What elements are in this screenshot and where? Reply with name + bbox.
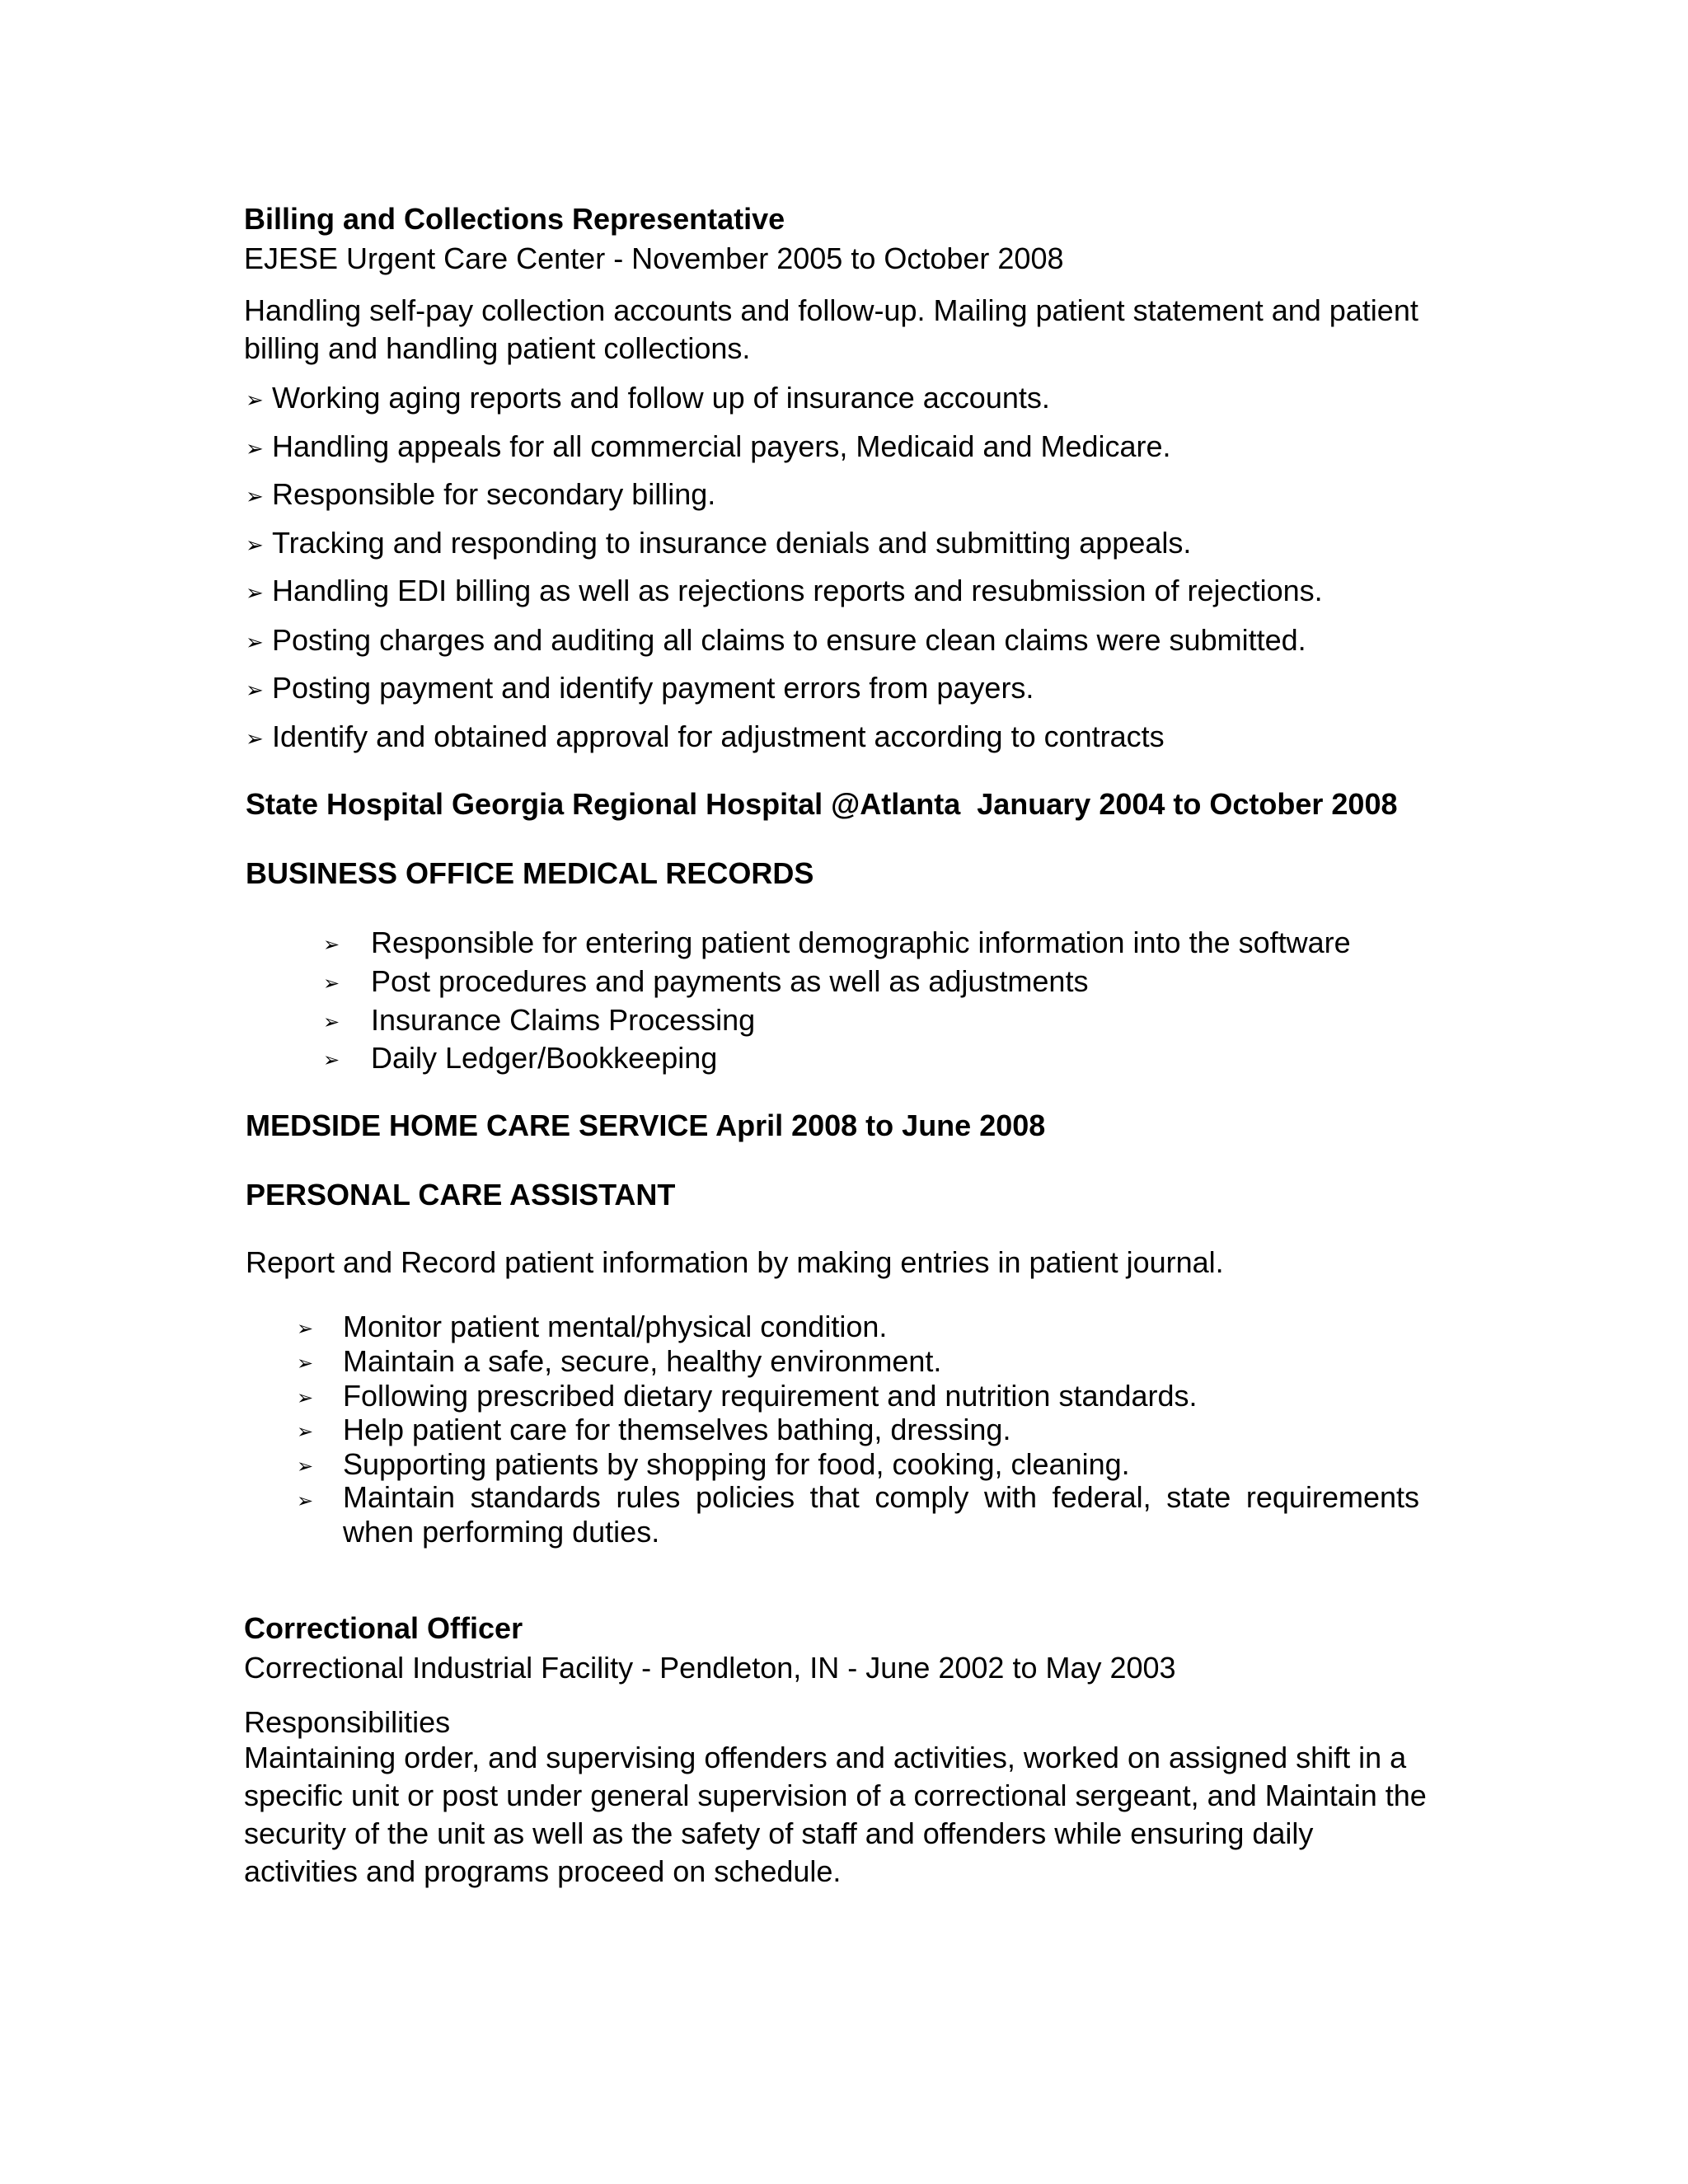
job-title: Billing and Collections Representative — [244, 202, 785, 236]
list-item: Monitor patient mental/physical condition. — [343, 1310, 888, 1343]
arrow-bullet-icon: ➢ — [246, 533, 264, 558]
arrow-bullet-icon: ➢ — [297, 1386, 314, 1409]
arrow-bullet-icon: ➢ — [323, 933, 340, 956]
responsibilities-label: Responsibilities — [244, 1705, 451, 1739]
list-item: Maintain a safe, secure, healthy environment. — [343, 1344, 942, 1378]
arrow-bullet-icon: ➢ — [297, 1317, 314, 1340]
arrow-bullet-icon: ➢ — [297, 1420, 314, 1443]
list-item: Posting payment and identify payment errors from payers. — [272, 671, 1034, 705]
job-employer-dates: Correctional Industrial Facility - Pendleton, IN - June 2002 to May 2003 — [244, 1651, 1176, 1685]
list-item: Handling appeals for all commercial payers, Medicaid and Medicare. — [272, 429, 1171, 463]
list-item: Working aging reports and follow up of insurance accounts. — [272, 381, 1050, 415]
job-title: MEDSIDE HOME CARE SERVICE April 2008 to June 2008 — [246, 1108, 1046, 1142]
arrow-bullet-icon: ➢ — [246, 630, 264, 655]
list-item: Daily Ledger/Bookkeeping — [371, 1041, 718, 1075]
list-item: Responsible for entering patient demographic information into the software — [371, 926, 1351, 959]
job-title: State Hospital Georgia Regional Hospital @Atlanta January 2004 to October 2008 — [246, 787, 1398, 821]
list-item: Posting charges and auditing all claims to ensure clean claims were submitted. — [272, 623, 1306, 657]
arrow-bullet-icon: ➢ — [246, 727, 264, 752]
arrow-bullet-icon: ➢ — [246, 678, 264, 703]
list-item: Tracking and responding to insurance denials and submitting appeals. — [272, 526, 1192, 560]
list-item: Help patient care for themselves bathing, dressing. — [343, 1413, 1011, 1446]
arrow-bullet-icon: ➢ — [297, 1455, 314, 1478]
list-item: Insurance Claims Processing — [371, 1003, 756, 1037]
arrow-bullet-icon: ➢ — [297, 1352, 314, 1375]
list-item: Supporting patients by shopping for food, cooking, cleaning. — [343, 1447, 1130, 1481]
job-description: Maintaining order, and supervising offenders and activities, worked on assigned shift in a specific unit or post under general supervision of a correctional sergeant, and Maintain the security of the unit as well as the safety of staff and offenders while ensuring daily activities and programs proceed on schedule. — [244, 1741, 1427, 1888]
list-item: Responsible for secondary billing. — [272, 477, 716, 511]
arrow-bullet-icon: ➢ — [323, 1048, 340, 1071]
list-item: Post procedures and payments as well as adjustments — [371, 964, 1089, 998]
job-role: BUSINESS OFFICE MEDICAL RECORDS — [246, 856, 814, 890]
job-intro: Handling self-pay collection accounts and follow-up. Mailing patient statement and patient billing and handling patient collections. — [244, 293, 1418, 365]
arrow-bullet-icon: ➢ — [323, 1010, 340, 1033]
arrow-bullet-icon: ➢ — [246, 388, 264, 413]
list-item: Handling EDI billing as well as rejections reports and resubmission of rejections. — [272, 574, 1323, 607]
arrow-bullet-icon: ➢ — [246, 581, 264, 606]
job-role: PERSONAL CARE ASSISTANT — [246, 1178, 676, 1212]
arrow-bullet-icon: ➢ — [323, 972, 340, 995]
list-item: Following prescribed dietary requirement and nutrition standards. — [343, 1379, 1198, 1413]
arrow-bullet-icon: ➢ — [297, 1489, 314, 1512]
job-employer-dates: EJESE Urgent Care Center - November 2005 to October 2008 — [244, 241, 1064, 275]
job-intro: Report and Record patient information by making entries in patient journal. — [246, 1245, 1224, 1279]
arrow-bullet-icon: ➢ — [246, 437, 264, 462]
job-title: Correctional Officer — [244, 1611, 523, 1645]
arrow-bullet-icon: ➢ — [246, 485, 264, 509]
list-item: Maintain standards rules policies that comply with federal, state requirements when performing duties. — [343, 1480, 1419, 1549]
list-item: Identify and obtained approval for adjustment according to contracts — [272, 719, 1165, 753]
